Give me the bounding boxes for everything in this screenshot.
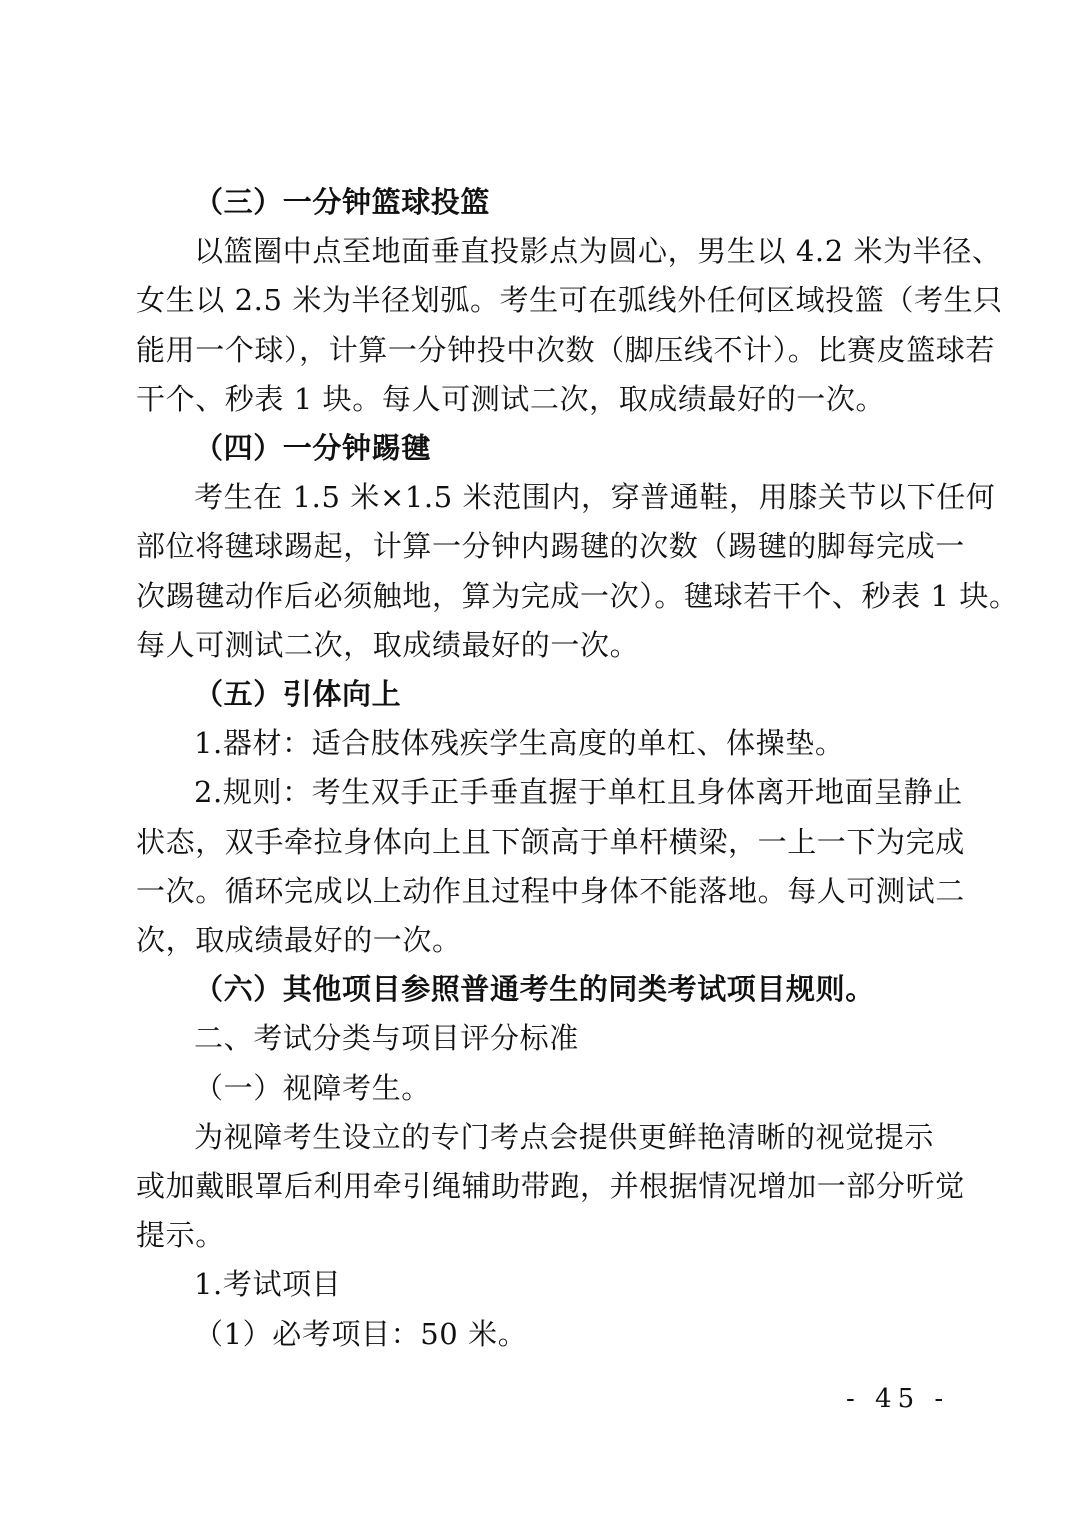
paragraph-line: 2.规则：考生双手正手垂直握于单杠且身体离开地面呈静止 [194,775,963,810]
paragraph-line: 部位将毽球踢起，计算一分钟内踢毽的次数（踢毽的脚每完成一 [136,529,965,564]
section-heading-classification: 二、考试分类与项目评分标准 [194,1021,579,1056]
paragraph-line: 考生在 1.5 米×1.5 米范围内，穿普通鞋，用膝关节以下任何 [194,480,996,515]
paragraph-line: 提示。 [136,1218,225,1253]
paragraph-line: 状态，双手牵拉身体向上且下颌高于单杆横梁，一上一下为完成 [136,824,965,859]
document-body [136,178,1019,1359]
paragraph-line: 次踢毽动作后必须触地，算为完成一次）。毽球若干个、秒表 1 块。 [136,578,1019,613]
section-heading-basketball: （三）一分钟篮球投篮 [194,185,491,219]
paragraph-line: 以篮圈中点至地面垂直投影点为圆心，男生以 4.2 米为半径、 [194,234,1002,269]
paragraph-line: 或加戴眼罩后利用牵引绳辅助带跑，并根据情况增加一部分听觉 [136,1169,965,1204]
paragraph-line: （1）必考项目：50 米。 [194,1316,528,1351]
paragraph-line: 干个、秒表 1 块。每人可测试二次，取成绩最好的一次。 [136,381,886,416]
page-number: - 45 - [846,1384,950,1414]
paragraph-line: 能用一个球），计算一分钟投中次数（脚压线不计）。比赛皮篮球若 [136,332,996,367]
section-heading-other: （六）其他项目参照普通考生的同类考试项目规则。 [194,972,875,1007]
paragraph-line: 为视障考生设立的专门考点会提供更鲜艳清晰的视觉提示 [194,1119,935,1154]
subsection-heading-visual: （一）视障考生。 [194,1070,431,1105]
paragraph-line: 次，取成绩最好的一次。 [136,923,462,958]
section-heading-shuttlecock: （四）一分钟踢毽 [194,431,431,466]
paragraph-line: 女生以 2.5 米为半径划弧。考生可在弧线外任何区域投篮（考生只 [136,283,1003,318]
paragraph-line: 一次。循环完成以上动作且过程中身体不能落地。每人可测试二 [136,873,965,908]
paragraph-line: 1.器材：适合肢体残疾学生高度的单杠、体操垫。 [194,726,845,761]
section-heading-pullup: （五）引体向上 [194,677,402,712]
paragraph-line: 每人可测试二次，取成绩最好的一次。 [136,627,640,662]
paragraph-line: 1.考试项目 [194,1267,342,1302]
